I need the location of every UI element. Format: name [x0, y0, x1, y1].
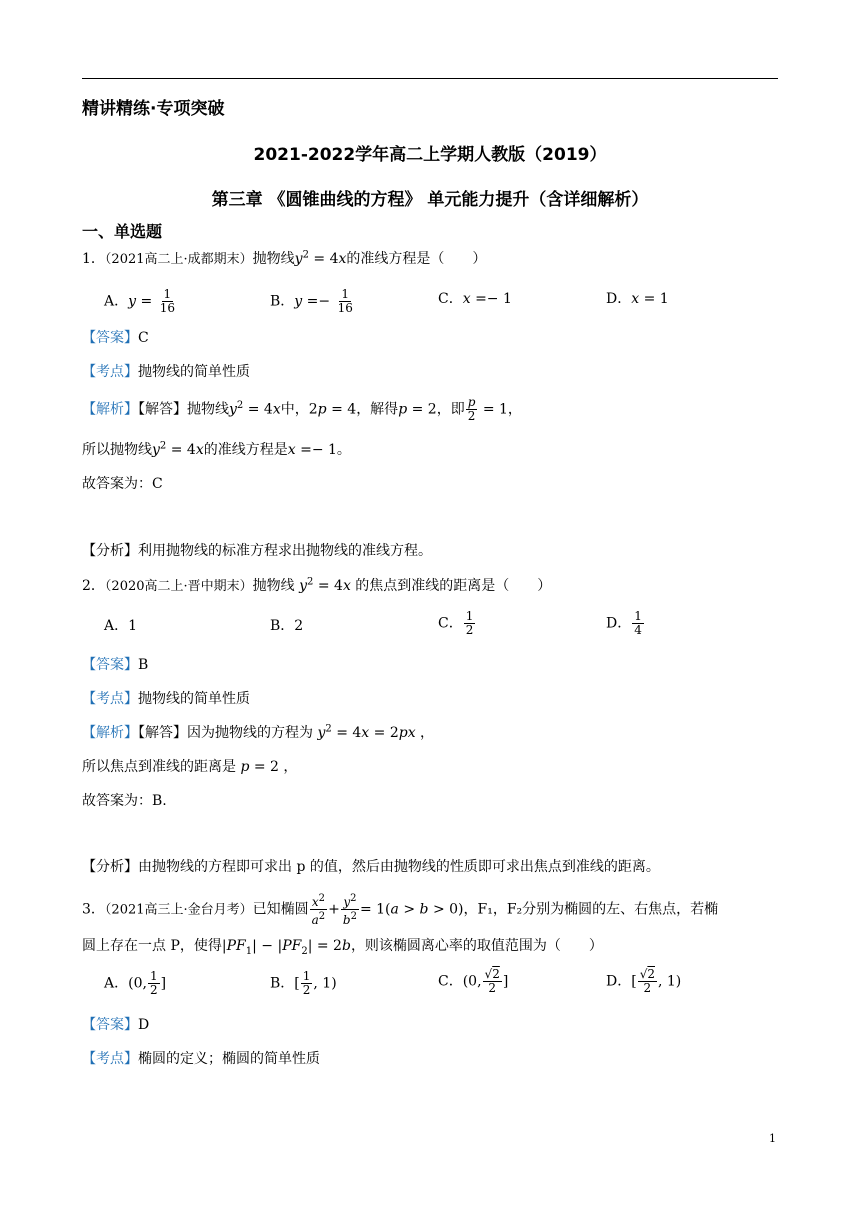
- q2-option-c[interactable]: C． $\frac{1}{2}$: [438, 609, 474, 637]
- q3-option-b[interactable]: B．[ $\frac{1}{2}$ , 1): [270, 969, 337, 997]
- q1-answer: 【答案】C: [82, 330, 149, 346]
- q1-option-d[interactable]: D．x = 1: [606, 291, 669, 307]
- q2-answer: 【答案】B: [82, 657, 149, 673]
- section-heading: 一、单选题: [82, 222, 163, 241]
- question-2-stem: 2．（2020高二上·晋中期末）抛物线 $y^2 = 4x$ 的焦点到准线的距离是（ ）: [82, 576, 552, 594]
- q1-option-c[interactable]: C．x =− 1: [438, 291, 512, 307]
- brand-header: 精讲精练·专项突破: [82, 99, 225, 119]
- q2-option-b[interactable]: B．2: [270, 618, 304, 634]
- doc-title-line1: 2021-2022学年高二上学期人教版（2019）: [253, 145, 607, 165]
- q3-point: 【考点】椭圆的定义；椭圆的简单性质: [82, 1051, 320, 1067]
- q1-point: 【考点】抛物线的简单性质: [82, 364, 250, 380]
- q1-solution-line3: 故答案为：C: [82, 476, 163, 492]
- question-3-stem-line2: 圆上存在一点 P，使得$|PF_1| - |PF_2| = 2b$，则该椭圆离心率的取值范围为（ ）: [82, 938, 603, 957]
- q2-solution-line1: 【解析】【解答】因为抛物线的方程为 $y^2 = 4x = 2px$ ，: [82, 723, 435, 741]
- header-rule: [82, 78, 778, 79]
- q1-option-b[interactable]: B．y =− $\frac{1}{16}$: [270, 287, 353, 315]
- q3-option-c[interactable]: C．(0, $\frac{√2}{2}$ ]: [438, 967, 509, 995]
- question-3-stem-line1: 3．（2021高三上·金台月考）已知椭圆 $\frac{x^2}{a^2}$ + $\frac{y^2}{b^2}$ = 1(a > b > 0)，F₁，F₂分别为椭圆的左、右焦点，若椭: [82, 893, 719, 927]
- q2-solution-line2: 所以焦点到准线的距离是 p = 2 ，: [82, 759, 298, 775]
- q3-option-a[interactable]: A．(0, $\frac{1}{2}$ ]: [104, 969, 167, 997]
- q1-comment: 【分析】利用抛物线的标准方程求出抛物线的准线方程。: [82, 543, 432, 559]
- q1-option-a[interactable]: A．y = $\frac{1}{16}$: [104, 287, 175, 315]
- page-number: 1: [769, 1132, 776, 1145]
- q2-comment: 【分析】由抛物线的方程即可求出 p 的值，然后由抛物线的性质即可求出焦点到准线的距离。: [82, 859, 660, 875]
- q3-answer: 【答案】D: [82, 1017, 150, 1033]
- q2-option-a[interactable]: A．1: [104, 618, 138, 634]
- q2-solution-line3: 故答案为：B.: [82, 793, 167, 809]
- question-1-stem: 1．（2021高二上·成都期末）抛物线$y^2 = 4x$的准线方程是（ ）: [82, 249, 487, 267]
- q3-option-d[interactable]: D．[ $\frac{√2}{2}$ , 1): [606, 967, 682, 995]
- q1-solution-line1: 【解析】【解答】抛物线$y^2 = 4x$中，2p = 4，解得p = 2，即 $\frac{p}{2}$ = 1，: [82, 395, 522, 423]
- q2-point: 【考点】抛物线的简单性质: [82, 691, 250, 707]
- q1-solution-line2: 所以抛物线$y^2 = 4x$的准线方程是x =− 1。: [82, 440, 351, 458]
- q2-option-d[interactable]: D． $\frac{1}{4}$: [606, 609, 642, 637]
- doc-title-line2: 第三章 《圆锥曲线的方程》 单元能力提升（含详细解析）: [211, 190, 649, 210]
